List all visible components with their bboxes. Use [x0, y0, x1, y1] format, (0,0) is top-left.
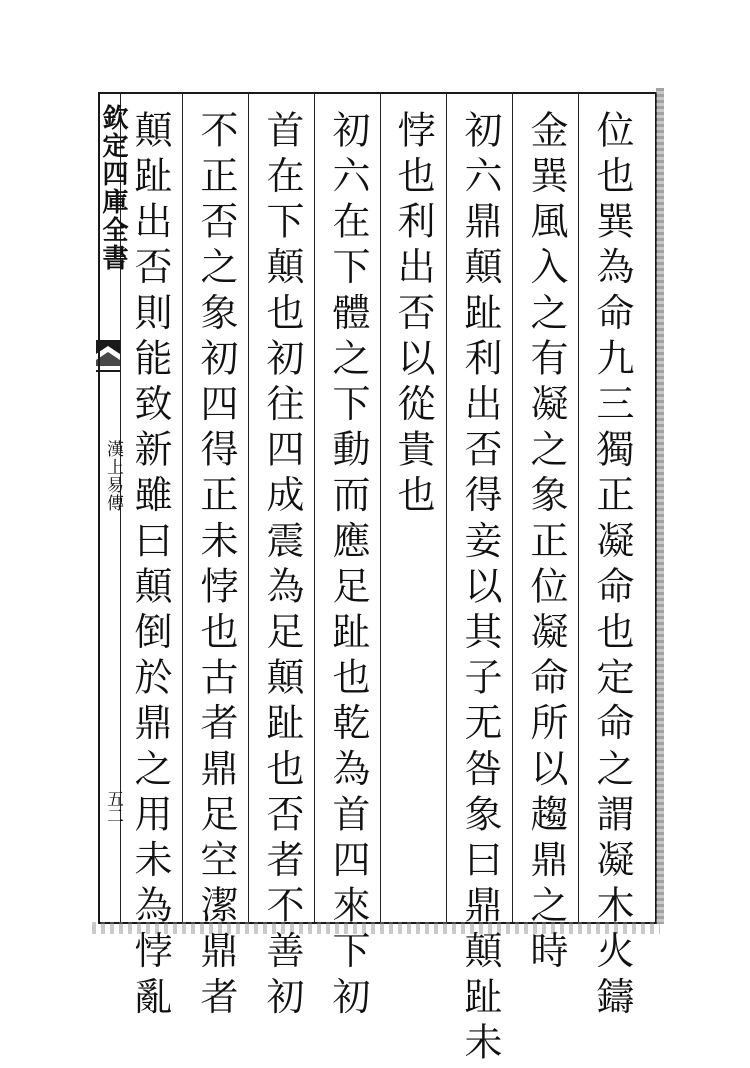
column-rule	[446, 92, 447, 922]
text-column-1: 位也巽為命九三獨正凝命也定命之謂凝木火鑄	[590, 110, 634, 1022]
fishtail-mark-icon	[96, 340, 120, 374]
text-column-6: 首在下顛也初往四成震為足顛趾也否者不善初	[260, 110, 304, 1022]
page-edge-shadow	[656, 88, 664, 924]
column-rule	[248, 92, 249, 922]
text-column-7: 不正否之象初四得正未悖也古者鼎足空潔鼎者	[194, 110, 238, 1022]
page-bottom-edge	[92, 922, 660, 934]
text-column-8: 顛趾出否則能致新雖曰顛倒於鼎之用未為悖亂	[128, 110, 172, 1022]
text-column-2: 金巽風入之有凝之象正位凝命所以趨鼎之時	[524, 110, 568, 977]
column-rule	[512, 92, 513, 922]
column-rule	[578, 92, 579, 922]
margin-page-number: 五二	[103, 790, 123, 824]
text-column-4: 悖也利出否以從貴也	[391, 110, 435, 521]
column-rule	[380, 92, 381, 922]
text-column-5: 初六在下體之下動而應足趾也乾為首四來下初	[326, 110, 370, 1022]
column-rule	[182, 92, 183, 922]
margin-collection-title: 欽定四庫全書	[98, 104, 128, 272]
text-column-3: 初六鼎顛趾利出否得妾以其子无咎象曰鼎顛趾未	[458, 110, 502, 1068]
margin-book-title: 漢上易傳	[103, 440, 123, 512]
column-rule	[314, 92, 315, 922]
